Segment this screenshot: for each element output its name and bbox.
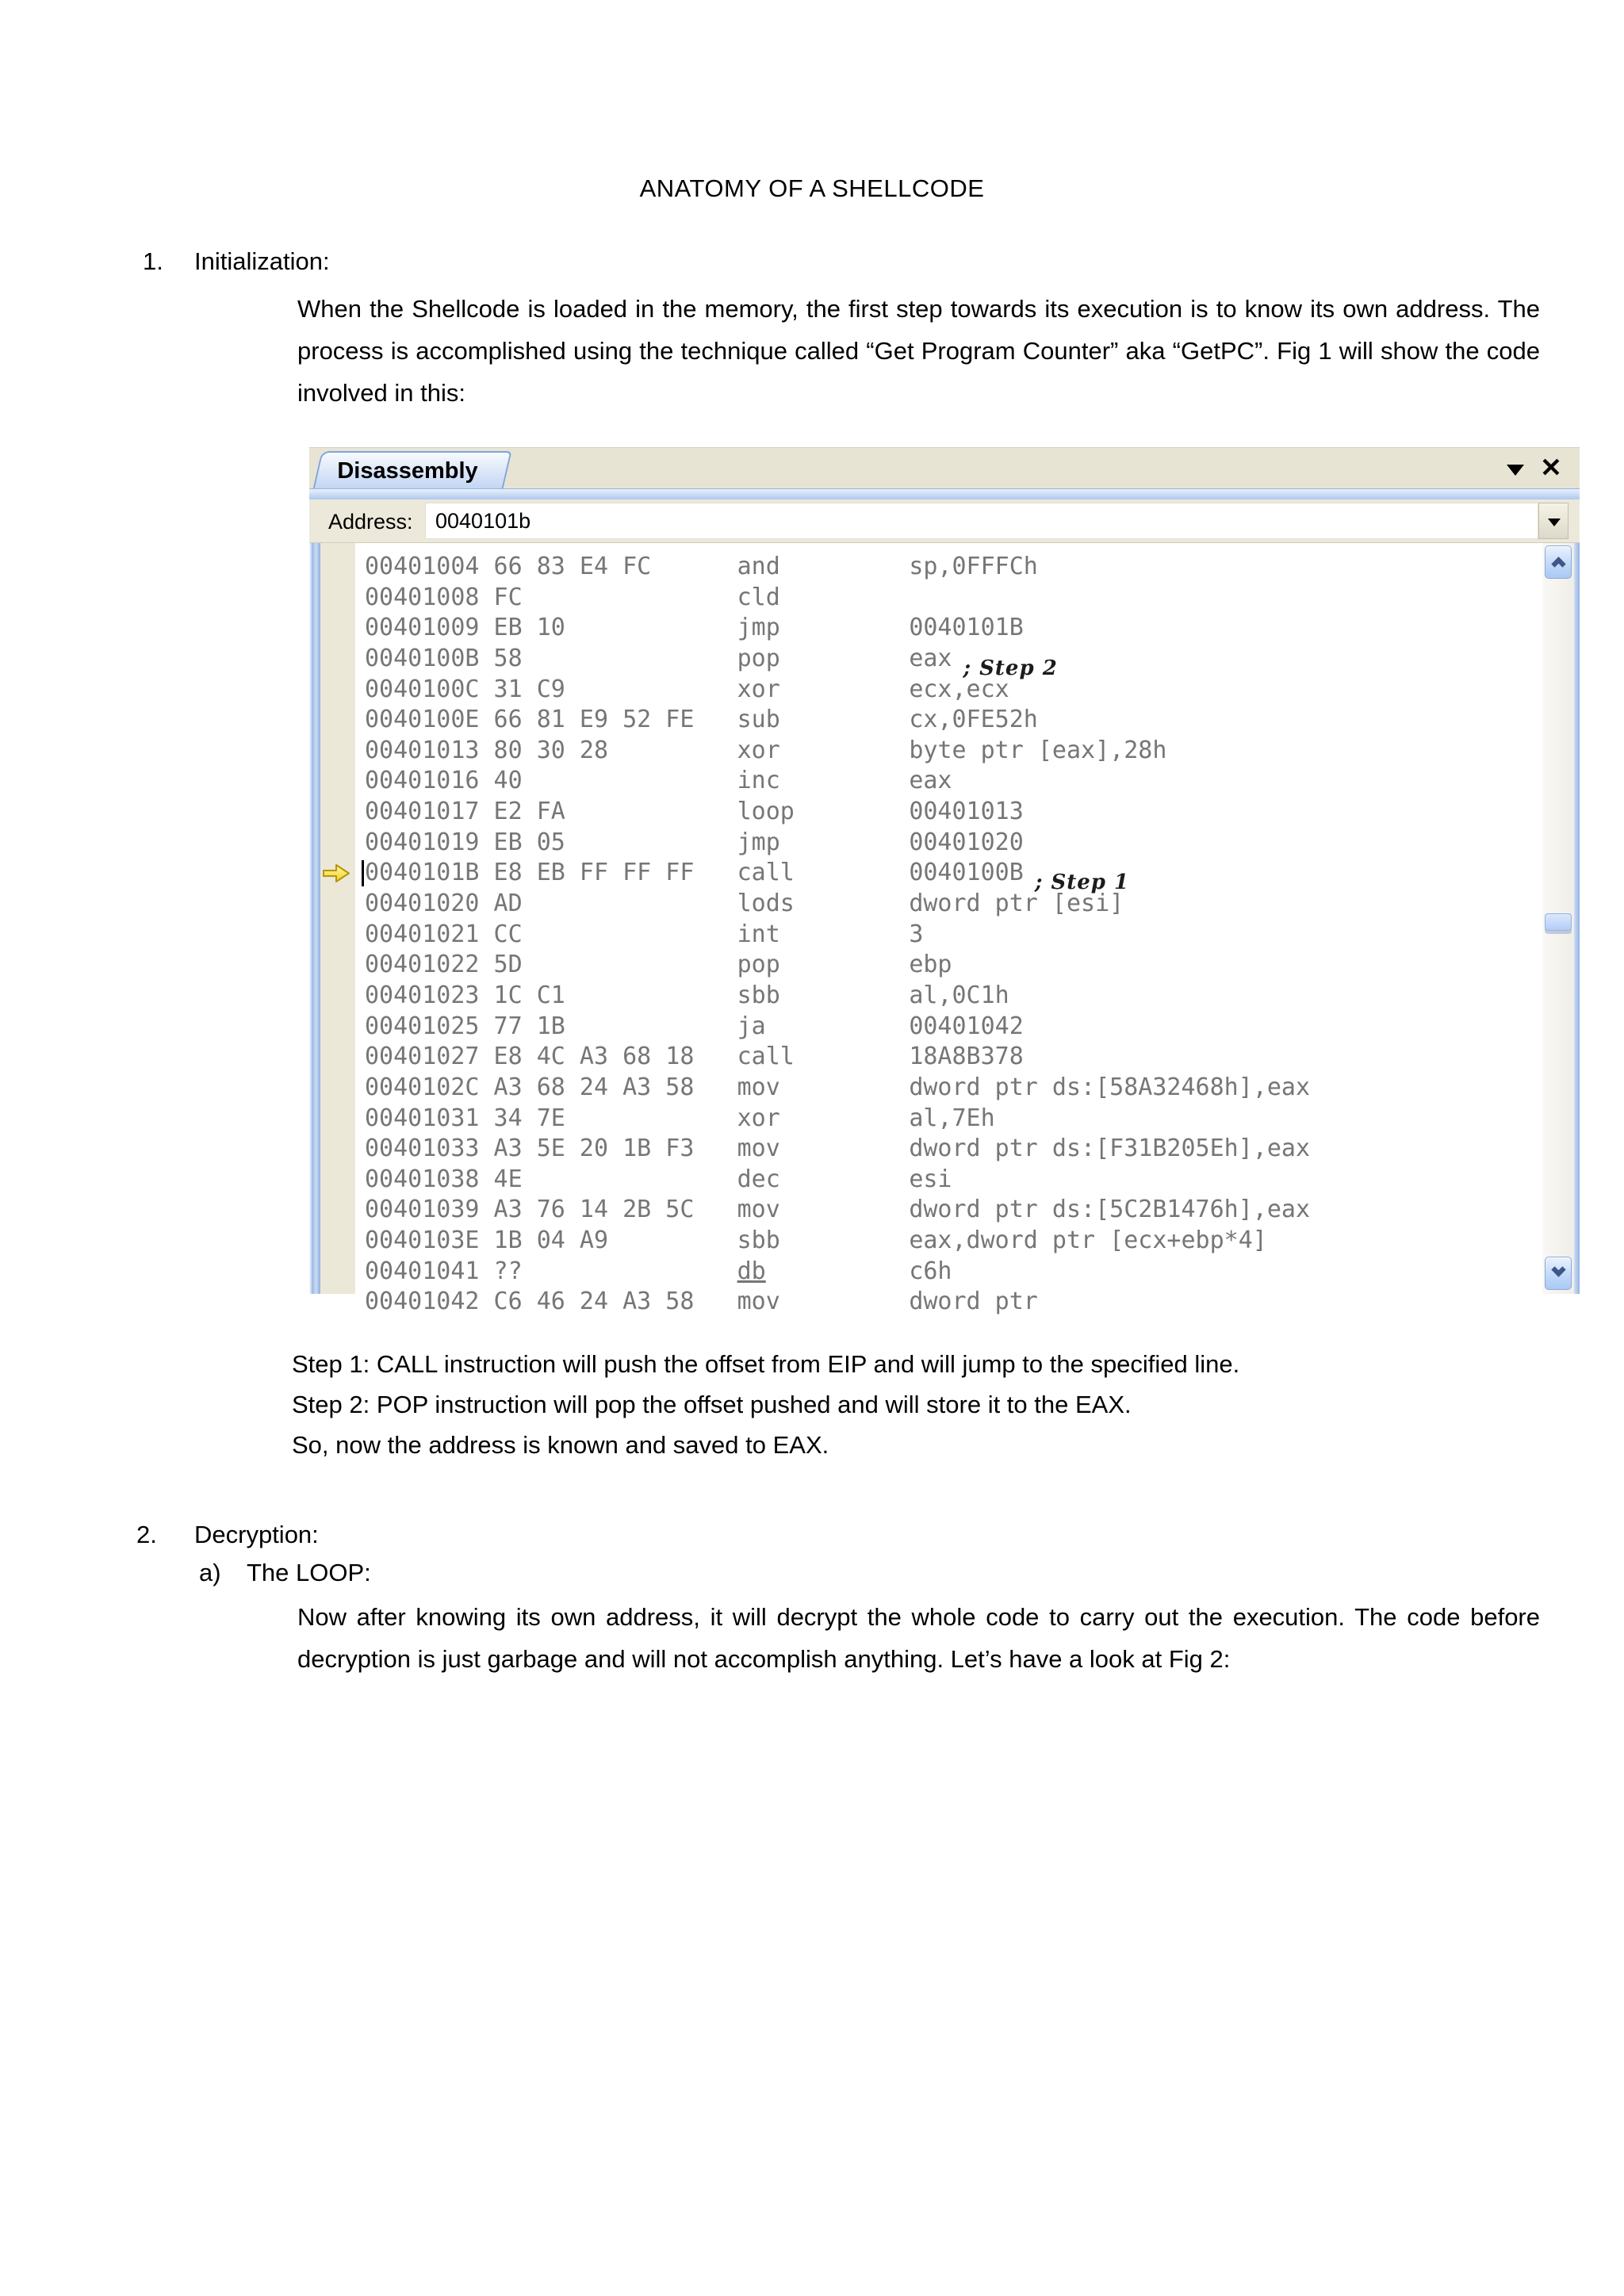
address-input[interactable] bbox=[425, 503, 1538, 539]
asm-address: 00401031 bbox=[365, 1104, 480, 1132]
asm-mnemonic: dec bbox=[737, 1165, 780, 1193]
asm-address: 0040100C bbox=[365, 675, 480, 703]
asm-row[interactable] bbox=[355, 981, 1542, 1012]
asm-row[interactable] bbox=[355, 1195, 1542, 1226]
asm-bytes: 66 83 E4 FC bbox=[493, 553, 652, 580]
tab-label: Disassembly bbox=[337, 458, 478, 484]
asm-address: 00401017 bbox=[365, 798, 480, 826]
asm-bytes: 66 81 E9 52 FE bbox=[493, 706, 695, 734]
asm-mnemonic: sbb bbox=[737, 981, 780, 1009]
close-icon: ✕ bbox=[1540, 453, 1562, 482]
asm-operand: byte ptr [eax],28h bbox=[909, 736, 1167, 764]
scrollbar-thumb[interactable] bbox=[1545, 913, 1572, 931]
asm-address: 00401042 bbox=[365, 1288, 480, 1316]
asm-row[interactable] bbox=[355, 1012, 1542, 1043]
asm-address: 00401041 bbox=[365, 1257, 480, 1285]
asm-address: 0040100E bbox=[365, 706, 480, 734]
asm-mnemonic: pop bbox=[737, 644, 780, 672]
asm-operand: ecx,ecx bbox=[909, 675, 1009, 703]
asm-bytes: CC bbox=[493, 920, 523, 948]
asm-address: 00401039 bbox=[365, 1196, 480, 1224]
asm-row[interactable] bbox=[355, 644, 1542, 680]
asm-bytes: 5D bbox=[493, 951, 523, 979]
asm-mnemonic: ja bbox=[737, 1012, 766, 1040]
asm-row[interactable] bbox=[355, 797, 1542, 828]
asm-mnemonic: xor bbox=[737, 1104, 780, 1132]
asm-row[interactable] bbox=[355, 1104, 1542, 1135]
asm-row[interactable] bbox=[355, 552, 1542, 583]
asm-mnemonic: pop bbox=[737, 951, 780, 979]
asm-operand: eax bbox=[909, 644, 952, 672]
asm-mnemonic: call bbox=[737, 1043, 795, 1071]
asm-address: 00401019 bbox=[365, 828, 480, 856]
section-2-heading: Decryption: bbox=[194, 1521, 319, 1548]
asm-operand: 00401020 bbox=[909, 828, 1024, 856]
address-dropdown-button[interactable] bbox=[1538, 503, 1568, 539]
asm-bytes: 77 1B bbox=[493, 1012, 565, 1040]
asm-bytes: A3 76 14 2B 5C bbox=[493, 1196, 695, 1224]
window-menu-button[interactable] bbox=[1505, 462, 1526, 478]
asm-address: 00401021 bbox=[365, 920, 480, 948]
asm-bytes: 58 bbox=[493, 644, 523, 672]
step-notes bbox=[292, 1344, 1239, 1465]
asm-row[interactable] bbox=[355, 1287, 1542, 1318]
asm-address: 0040103E bbox=[365, 1226, 480, 1255]
asm-mnemonic: int bbox=[737, 920, 780, 948]
asm-operand: al,0C1h bbox=[909, 981, 1009, 1009]
asm-operand: al,7Eh bbox=[909, 1104, 995, 1132]
asm-address: 00401016 bbox=[365, 767, 480, 795]
asm-row[interactable] bbox=[355, 1134, 1542, 1165]
asm-row[interactable] bbox=[355, 705, 1542, 736]
asm-address: 00401025 bbox=[365, 1012, 480, 1040]
asm-mnemonic: lods bbox=[737, 890, 795, 918]
tab-disassembly[interactable] bbox=[312, 451, 503, 491]
asm-operand: dword ptr ds:[58A32468h],eax bbox=[909, 1073, 1311, 1101]
scroll-up-button[interactable] bbox=[1545, 545, 1572, 579]
asm-row[interactable] bbox=[355, 583, 1542, 614]
asm-bytes: 34 7E bbox=[493, 1104, 565, 1132]
asm-operand: 0040100B bbox=[909, 859, 1024, 887]
asm-operand: 18A8B378 bbox=[909, 1043, 1024, 1071]
asm-address: 00401033 bbox=[365, 1135, 480, 1163]
asm-operand: 0040101B bbox=[909, 614, 1024, 642]
asm-bytes: FC bbox=[493, 583, 523, 611]
asm-bytes: 1C C1 bbox=[493, 981, 565, 1009]
asm-mnemonic: and bbox=[737, 553, 780, 580]
asm-address: 00401008 bbox=[365, 583, 480, 611]
section-2a-number: a) bbox=[199, 1559, 221, 1586]
asm-bytes: E2 FA bbox=[493, 798, 565, 826]
tab-underline-band bbox=[309, 488, 1580, 499]
asm-bytes: 1B 04 A9 bbox=[493, 1226, 609, 1255]
asm-operand: cx,0FE52h bbox=[909, 706, 1038, 734]
asm-mnemonic: db bbox=[737, 1257, 766, 1285]
asm-bytes: E8 EB FF FF FF bbox=[493, 859, 695, 887]
asm-operand: esi bbox=[909, 1165, 952, 1193]
disassembly-window bbox=[309, 446, 1580, 1316]
asm-address: 00401020 bbox=[365, 890, 480, 918]
asm-row[interactable] bbox=[355, 1042, 1542, 1073]
step-annotation: ; Step 1 bbox=[1034, 871, 1130, 895]
section-1-heading: Initialization: bbox=[194, 247, 330, 275]
asm-mnemonic: inc bbox=[737, 767, 780, 795]
asm-operand: dword ptr bbox=[909, 1288, 1038, 1316]
asm-operand: 00401013 bbox=[909, 798, 1024, 826]
asm-bytes: AD bbox=[493, 890, 523, 918]
page-title: ANATOMY OF A SHELLCODE bbox=[639, 174, 985, 202]
chevron-down-icon bbox=[1551, 1262, 1565, 1276]
asm-bytes: EB 10 bbox=[493, 614, 565, 642]
asm-mnemonic: mov bbox=[737, 1135, 780, 1163]
breakpoint-gutter[interactable] bbox=[320, 543, 355, 1294]
tab-strip bbox=[309, 447, 1580, 488]
window-right-border bbox=[1574, 543, 1580, 1294]
asm-address: 0040102C bbox=[365, 1073, 480, 1101]
step-1-note: Step 1: CALL instruction will push the offset from EIP and will jump to the specified line. bbox=[292, 1350, 1240, 1378]
caret-down-icon bbox=[1507, 465, 1524, 476]
asm-mnemonic: jmp bbox=[737, 614, 780, 642]
asm-address: 00401013 bbox=[365, 736, 480, 764]
instruction-pointer-arrow-icon bbox=[321, 863, 351, 884]
asm-operand: dword ptr [esi] bbox=[909, 890, 1124, 918]
asm-row[interactable] bbox=[355, 613, 1542, 644]
asm-address: 0040101B bbox=[365, 859, 480, 887]
close-button[interactable] bbox=[1537, 452, 1565, 484]
section-2-number: 2. bbox=[136, 1521, 157, 1548]
asm-bytes: 40 bbox=[493, 767, 523, 795]
asm-mnemonic: xor bbox=[737, 736, 780, 764]
asm-bytes: 31 C9 bbox=[493, 675, 565, 703]
asm-row[interactable] bbox=[355, 858, 1542, 895]
asm-operand: dword ptr ds:[F31B205Eh],eax bbox=[909, 1135, 1311, 1163]
asm-mnemonic: sbb bbox=[737, 1226, 780, 1255]
asm-operand: eax,dword ptr [ecx+ebp*4] bbox=[909, 1226, 1267, 1255]
address-label: Address: bbox=[328, 510, 413, 534]
asm-address: 00401004 bbox=[365, 553, 480, 580]
asm-operand: 00401042 bbox=[909, 1012, 1024, 1040]
text-caret bbox=[362, 860, 364, 886]
asm-operand: c6h bbox=[909, 1257, 952, 1285]
section-1-number: 1. bbox=[143, 247, 163, 275]
step-2-note: Step 2: POP instruction will pop the offset pushed and will store it to the EAX. bbox=[292, 1391, 1132, 1418]
asm-mnemonic: sub bbox=[737, 706, 780, 734]
asm-mnemonic: mov bbox=[737, 1196, 780, 1224]
asm-row[interactable] bbox=[355, 766, 1542, 797]
asm-mnemonic: call bbox=[737, 859, 795, 887]
asm-address: 00401023 bbox=[365, 981, 480, 1009]
asm-address: 00401038 bbox=[365, 1165, 480, 1193]
section-2a-heading: The LOOP: bbox=[247, 1559, 371, 1586]
chevron-up-icon bbox=[1551, 557, 1565, 571]
asm-mnemonic: cld bbox=[737, 583, 780, 611]
asm-mnemonic: jmp bbox=[737, 828, 780, 856]
asm-operand: 3 bbox=[909, 920, 924, 948]
asm-row[interactable] bbox=[355, 889, 1542, 920]
dropdown-arrow-icon bbox=[1548, 519, 1561, 526]
vertical-scrollbar[interactable] bbox=[1542, 543, 1574, 1294]
asm-address: 00401022 bbox=[365, 951, 480, 979]
asm-operand: ebp bbox=[909, 951, 952, 979]
asm-bytes: A3 68 24 A3 58 bbox=[493, 1073, 695, 1101]
address-toolbar bbox=[309, 499, 1580, 543]
asm-bytes: A3 5E 20 1B F3 bbox=[493, 1135, 695, 1163]
code-viewport bbox=[309, 543, 1580, 1316]
asm-bytes: ?? bbox=[493, 1257, 523, 1285]
asm-row[interactable] bbox=[355, 1257, 1542, 1288]
asm-mnemonic: xor bbox=[737, 675, 780, 703]
asm-address: 00401009 bbox=[365, 614, 480, 642]
asm-row[interactable] bbox=[355, 1165, 1542, 1196]
asm-row[interactable] bbox=[355, 1226, 1542, 1257]
asm-row[interactable] bbox=[355, 1073, 1542, 1104]
asm-mnemonic: mov bbox=[737, 1288, 780, 1316]
disassembly-listing[interactable] bbox=[355, 543, 1542, 1316]
asm-bytes: E8 4C A3 68 18 bbox=[493, 1043, 695, 1071]
asm-bytes: 80 30 28 bbox=[493, 736, 609, 764]
asm-mnemonic: loop bbox=[737, 798, 795, 826]
asm-row[interactable] bbox=[355, 920, 1542, 951]
asm-mnemonic: mov bbox=[737, 1073, 780, 1101]
asm-row[interactable] bbox=[355, 950, 1542, 981]
asm-bytes: C6 46 24 A3 58 bbox=[493, 1288, 695, 1316]
window-left-border bbox=[309, 543, 320, 1294]
scroll-down-button[interactable] bbox=[1545, 1257, 1572, 1290]
asm-operand: sp,0FFFCh bbox=[909, 553, 1038, 580]
asm-row[interactable] bbox=[355, 736, 1542, 767]
asm-address: 00401027 bbox=[365, 1043, 480, 1071]
asm-row[interactable] bbox=[355, 675, 1542, 706]
conclusion-note: So, now the address is known and saved to EAX. bbox=[292, 1431, 829, 1459]
section-2-paragraph: Now after knowing its own address, it will decrypt the whole code to carry out the execution. The code before decryption is just garbage and will not accomplish anything. Let’s have a look at Fig 2: bbox=[297, 1603, 1540, 1673]
asm-bytes: EB 05 bbox=[493, 828, 565, 856]
asm-operand: eax bbox=[909, 767, 952, 795]
asm-address: 0040100B bbox=[365, 644, 480, 672]
asm-bytes: 4E bbox=[493, 1165, 523, 1193]
asm-row[interactable] bbox=[355, 828, 1542, 859]
asm-operand: dword ptr ds:[5C2B1476h],eax bbox=[909, 1196, 1311, 1224]
step-annotation: ; Step 2 bbox=[963, 656, 1058, 680]
section-1-paragraph: When the Shellcode is loaded in the memory, the first step towards its execution is to know its own address. The process is accomplished using the technique called “Get Program Counter” aka “GetPC”. Fig 1 will show the code involved in this: bbox=[297, 295, 1540, 407]
